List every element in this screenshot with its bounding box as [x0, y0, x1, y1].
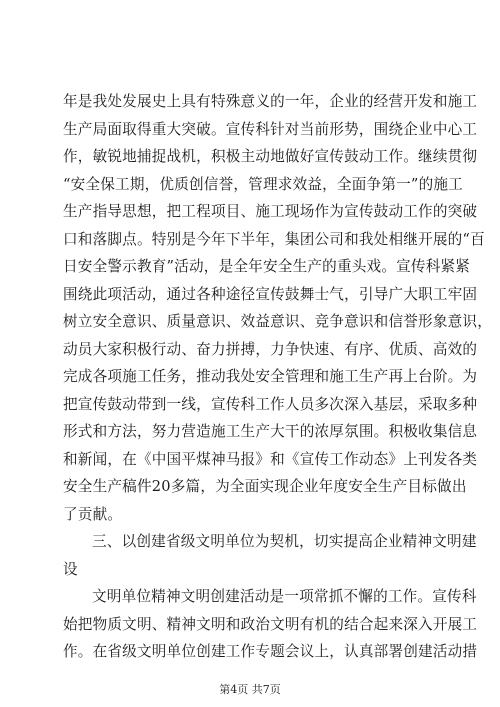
section-heading-line: 设: [63, 560, 78, 578]
text-line: 口和落脚点。特别是今年下半年，集团公司和我处相继开展的“百: [63, 230, 485, 248]
body-text: [63, 88, 493, 666]
text-line: 和新闻，在《中国平煤神马报》和《宣传工作动态》上刊发各类: [63, 450, 478, 468]
text-line: 生产局面取得重大突破。宣传科针对当前形势，围绕企业中心工: [63, 120, 478, 138]
text-line: “安全保工期，优质创信誉，管理求效益，全面争第一”的施工: [63, 175, 463, 193]
text-line: 安全生产稿件20多篇，为全面实现企业年度安全生产目标做出: [63, 478, 467, 495]
text-line: 作。在省级文明单位创建工作专题会议上，认真部署创建活动措: [63, 643, 478, 660]
text-line: 文明单位精神文明创建活动是一项常抓不懈的工作。宣传科: [92, 588, 477, 605]
text-line: 动员大家积极行动、奋力拼搏，力争快速、有序、优质、高效的: [63, 340, 478, 358]
text-line: 作，敏锐地捕捉战机，积极主动地做好宣传鼓动工作。继续贯彻: [63, 148, 478, 165]
text-line: 始把物质文明、精神文明和政治文明有机的结合起来深入开展工: [63, 615, 478, 633]
text-line: 了贡献。: [63, 505, 123, 523]
page-footer: 第4页 共7页: [219, 683, 281, 696]
text-line: 日安全警示教育”活动，是全年安全生产的重头戏。宣传科紧紧: [63, 258, 471, 275]
text-line: 完成各项施工任务，推动我处安全管理和施工生产再上台阶。为: [63, 368, 478, 385]
text-line: 生产指导思想，把工程项目、施工现场作为宣传鼓动工作的突破: [63, 203, 478, 220]
text-line: 把宣传鼓动带到一线，宣传科工作人员多次深入基层，采取多种: [63, 395, 478, 413]
text-line: 形式和方法，努力营造施工生产大干的浓厚氛围。积极收集信息: [63, 423, 478, 440]
section-heading-line: 三、以创建省级文明单位为契机，切实提高企业精神文明建: [92, 533, 477, 550]
text-line: 围绕此项活动，通过各种途径宣传鼓舞士气，引导广大职工牢固: [63, 285, 478, 303]
text-line: 树立安全意识、质量意识、效益意识、竞争意识和信誉形象意识，: [63, 313, 493, 330]
text-line: 年是我处发展史上具有特殊意义的一年，企业的经营开发和施工: [63, 93, 478, 110]
